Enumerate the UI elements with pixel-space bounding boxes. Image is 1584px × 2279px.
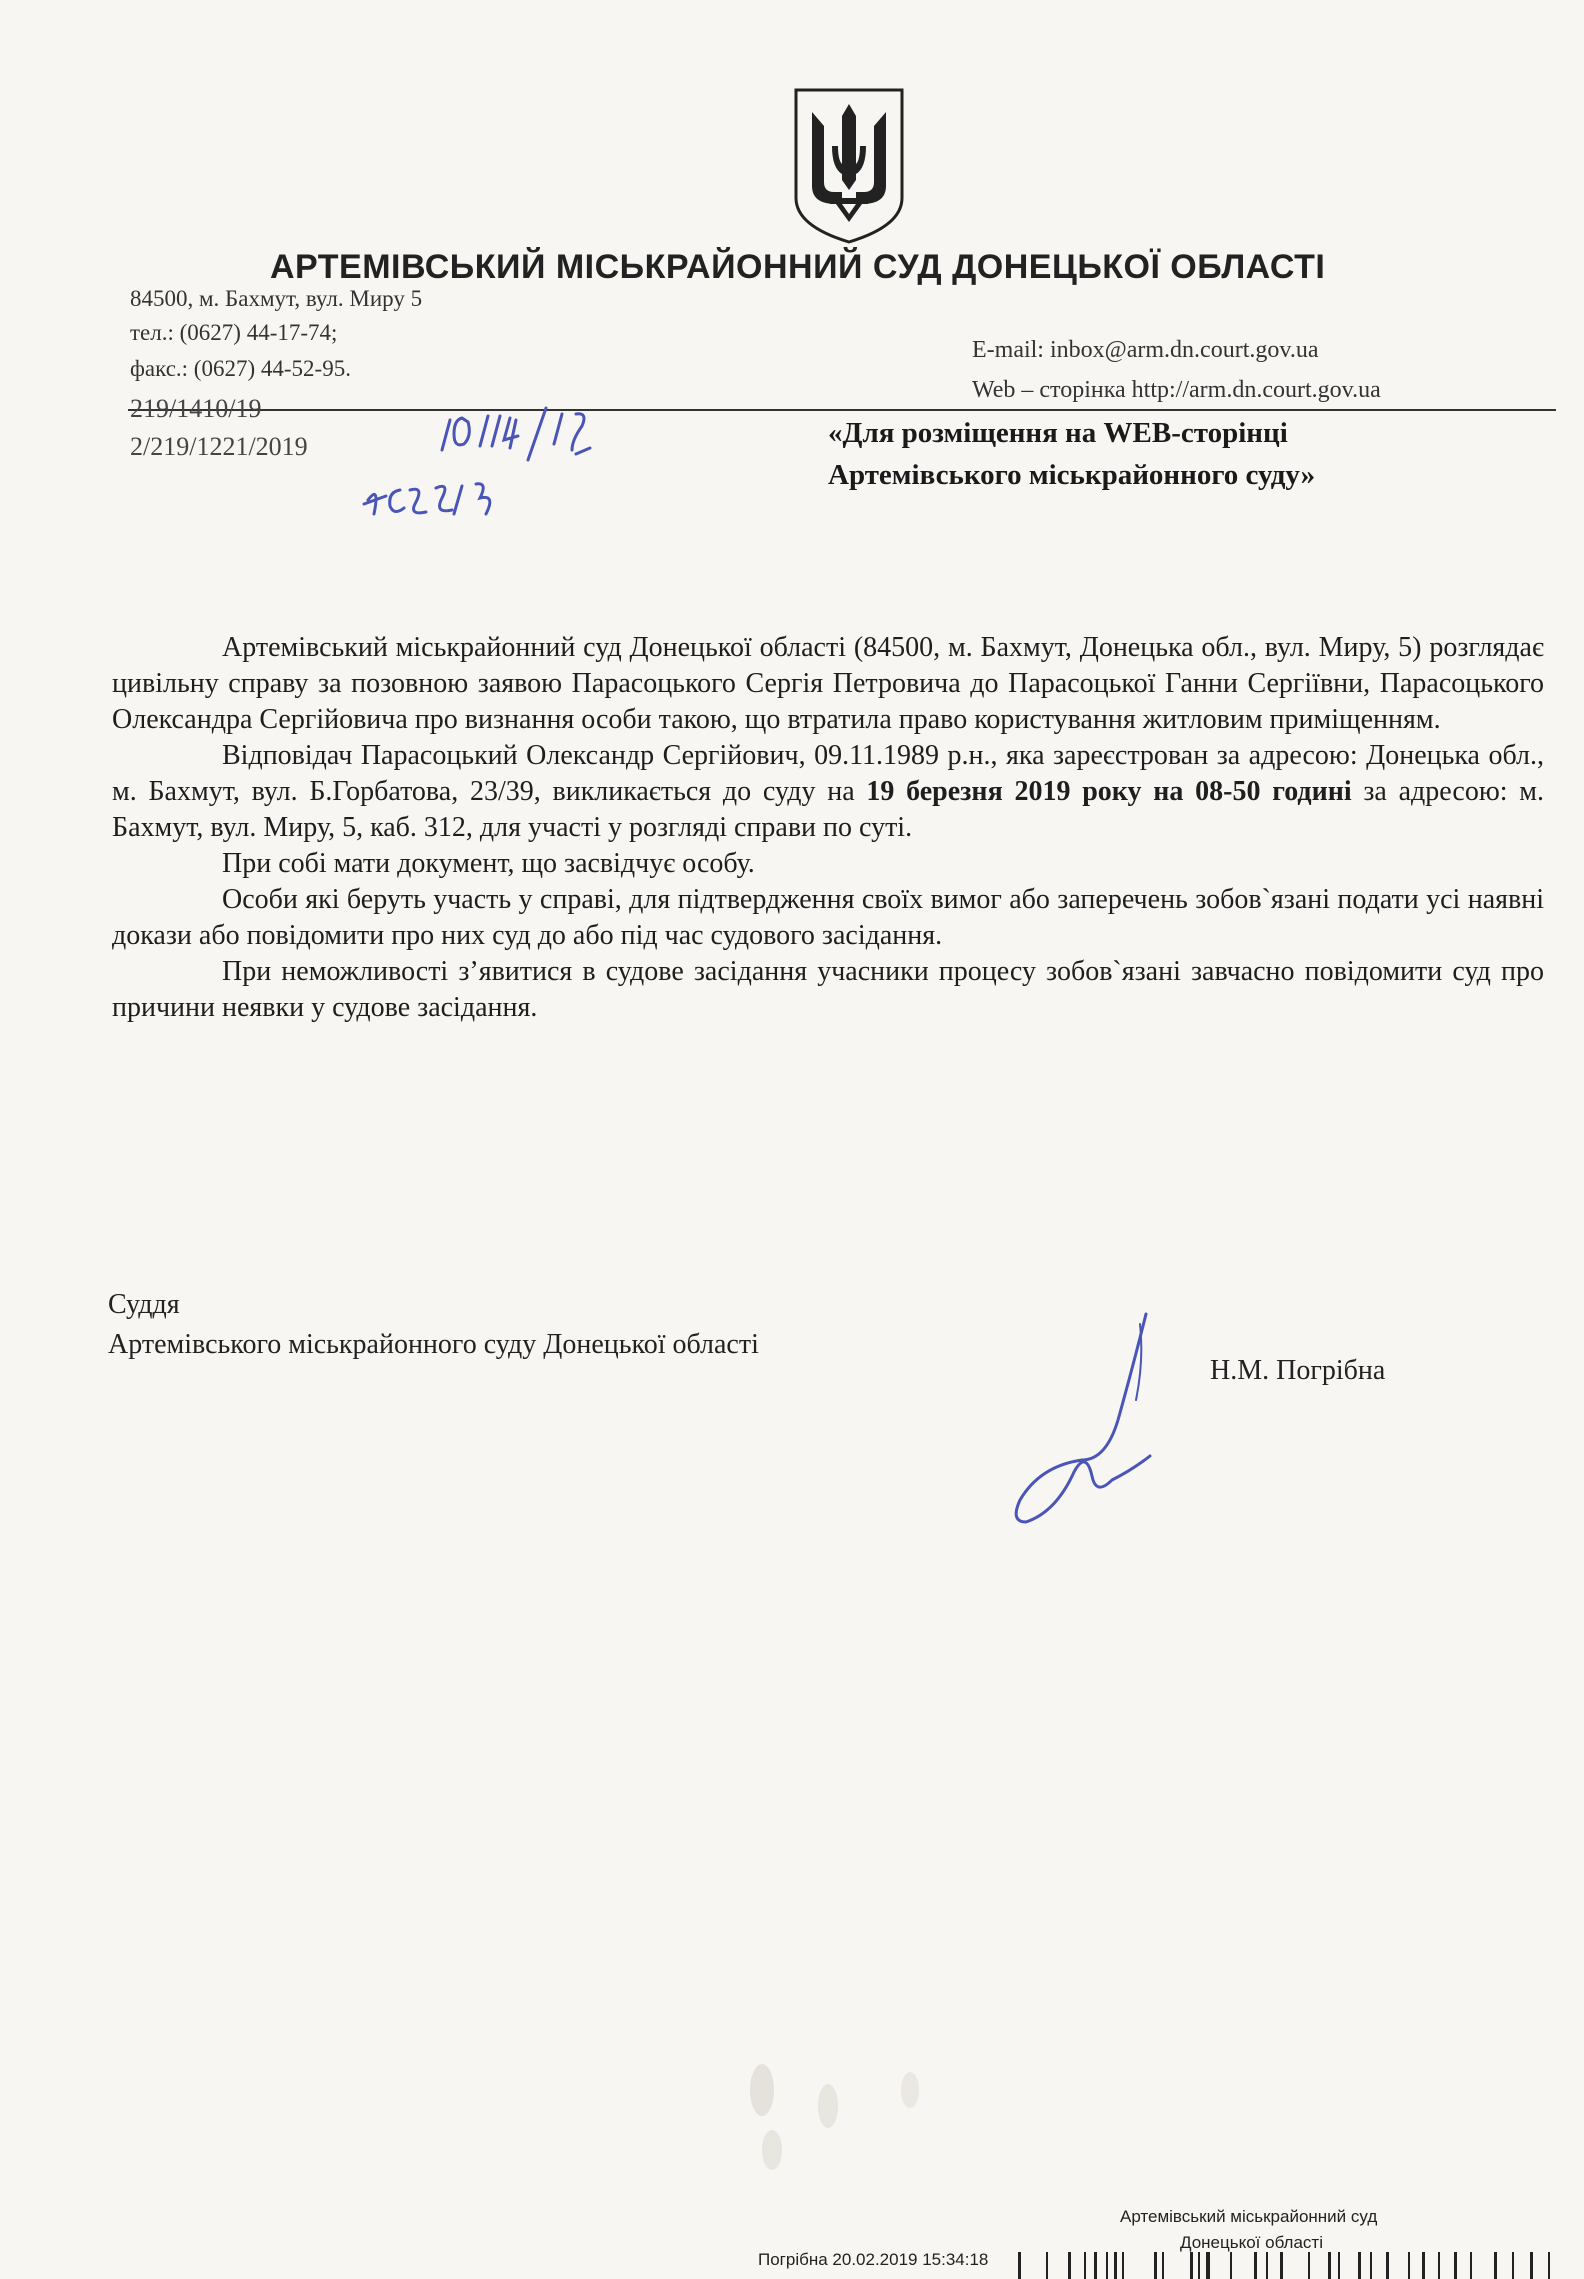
court-address: 84500, м. Бахмут, вул. Миру 5: [130, 286, 423, 311]
paragraph-summons: [112, 738, 1544, 846]
web-placement-note-line2: Артемівського міськрайонного суду»: [828, 459, 1316, 491]
registration-number-1: 219/1410/19: [130, 394, 262, 423]
paragraph-case-description: Артемівський міськрайонний суд Донецької області (84500, м. Бахмут, Донецька обл., вул. Миру, 5) розглядає цивільну справу за позовною заявою Парасоцького Сергія Петровича до Парасоцької Ганни Сергіївни, Парасоцького Олександра Сергійовича про визнання особи такою, що втратила право користування житловим приміщенням.: [112, 632, 1544, 735]
hearing-datetime: 19 березня 2019 року на 08-50 годині: [866, 776, 1352, 807]
trident-emblem-icon: [790, 86, 908, 244]
judge-signature: [1000, 1300, 1180, 1530]
web-placement-note: [828, 412, 1528, 496]
court-website: Web – сторінка http://arm.dn.court.gov.ua: [972, 377, 1381, 403]
paragraph-identity-document: При собі мати документ, що засвідчує особу.: [222, 848, 755, 879]
paragraph-evidence: Особи які беруть участь у справі, для підтвердження своїх вимог або заперечень зобов`язані подати усі наявні докази або повідомити про них суд до або під час судового засідання.: [112, 884, 1544, 951]
judge-role-title: Суддя: [108, 1289, 180, 1320]
esign-stamp-region: Донецької області: [1180, 2233, 1323, 2252]
judge-role-court: Артемівського міськрайонного суду Донецької області: [108, 1329, 759, 1360]
paper-stains: [700, 2050, 1000, 2210]
handwritten-incoming-number: [350, 390, 670, 540]
web-placement-note-line1: «Для розміщення на WEB-сторінці: [828, 417, 1288, 449]
court-fax: факс.: (0627) 44-52-95.: [130, 356, 351, 381]
summons-text-end: за адресою: м. Бахмут, вул. Миру, 5, каб. 312, для участі у розгляді справи по суті.: [112, 776, 1544, 843]
registration-number-2: 2/219/1221/2019: [130, 432, 308, 461]
esign-stamp-signer: Погрібна 20.02.2019 15:34:18: [758, 2250, 989, 2269]
paragraph-absence-notice: При неможливості з’явитися в судове засідання учасники процесу зобов`язані завчасно повідомити суд про причини неявки у судове засідання.: [112, 956, 1544, 1023]
summons-text-start: Відповідач Парасоцький Олександр Сергійович, 09.11.1989 р.н., яка зареєстрован за адресою: Донецька обл., м. Бахмут, вул. Б.Горбатова, 23/39, викликається до суду на: [112, 740, 1544, 807]
header-divider: [128, 409, 1556, 411]
esign-stamp-court: Артемівський міськрайонний суд: [1120, 2207, 1378, 2226]
notice-body: [112, 630, 1544, 1026]
judge-name: Н.М. Погрібна: [1210, 1355, 1386, 1386]
court-title: АРТЕМІВСЬКИЙ МІСЬКРАЙОННИЙ СУД ДОНЕЦЬКОЇ ОБЛАСТІ: [270, 248, 1326, 286]
court-phone: тел.: (0627) 44-17-74;: [130, 320, 338, 345]
document-barcode: [1018, 2248, 1568, 2279]
court-email: E-mail: inbox@arm.dn.court.gov.ua: [972, 337, 1319, 363]
judge-role: [108, 1285, 759, 1365]
